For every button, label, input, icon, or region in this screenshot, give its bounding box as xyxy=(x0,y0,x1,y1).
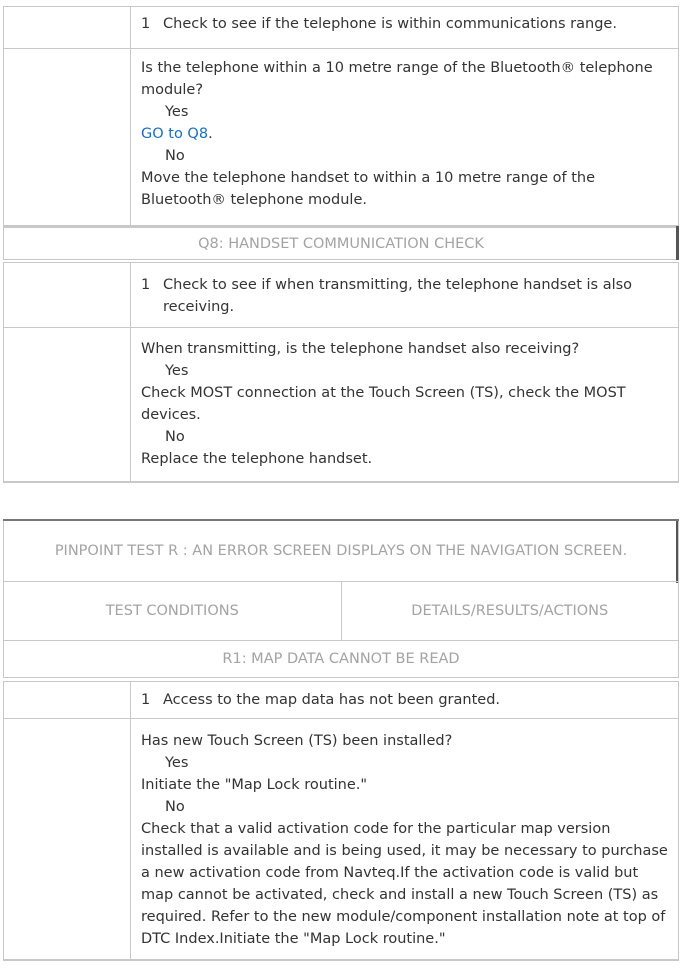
step-text: Check to see if the telephone is within communications range. xyxy=(163,16,617,32)
q7-table xyxy=(3,6,679,226)
test-r-title-text: PINPOINT TEST R : AN ERROR SCREEN DISPLAYS ON THE NAVIGATION SCREEN. xyxy=(54,543,628,559)
results-cell xyxy=(131,719,679,961)
question-text: Is the telephone within a 10 metre range of the Bluetooth® telephone module? xyxy=(141,60,653,98)
test-r-title xyxy=(4,520,679,582)
no-action: Check that a valid activation code for the particular map version installed is available and is being used, it may be necessary to purchase a new activation code from Navteq.If the activation code is valid but map cannot be activated, check and install a new Touch Screen (TS) as required. Refer to the new module/component installation note at top of DTC Index.Initiate the "Map Lock routine." xyxy=(141,821,668,947)
question-text: Has new Touch Screen (TS) been installed? xyxy=(141,733,453,749)
test-conditions-cell xyxy=(4,7,131,49)
r1-heading: R1: MAP DATA CANNOT BE READ xyxy=(4,641,679,678)
no-label: No xyxy=(165,429,185,445)
question-block xyxy=(141,328,668,478)
no-label: No xyxy=(165,148,185,164)
test-conditions-cell xyxy=(4,719,131,961)
results-cell xyxy=(131,328,679,483)
no-action: Replace the telephone handset. xyxy=(141,451,373,467)
step-cell xyxy=(131,682,679,719)
yes-action: Initiate the "Map Lock routine." xyxy=(141,777,368,793)
test-conditions-cell xyxy=(4,263,131,328)
yes-label: Yes xyxy=(165,755,189,771)
step-item xyxy=(141,7,668,41)
question-block xyxy=(141,49,668,219)
step-item xyxy=(141,263,668,324)
r1-table xyxy=(3,681,679,961)
step-number: 1 xyxy=(141,692,151,708)
step-cell xyxy=(131,263,679,328)
yes-label: Yes xyxy=(165,104,189,120)
results-cell xyxy=(131,49,679,226)
yes-action xyxy=(141,123,668,145)
pinpoint-test-r-table xyxy=(3,519,679,678)
step-cell xyxy=(131,7,679,49)
table-edge xyxy=(676,226,679,260)
q8-heading-table xyxy=(3,226,679,260)
q8-heading: Q8: HANDSET COMMUNICATION CHECK xyxy=(4,227,679,260)
step-text: Access to the map data has not been granted. xyxy=(163,692,501,708)
yes-label: Yes xyxy=(165,363,189,379)
question-text: When transmitting, is the telephone handset also receiving? xyxy=(141,341,580,357)
column-header-details: DETAILS/RESULTS/ACTIONS xyxy=(341,582,679,641)
step-number: 1 xyxy=(141,277,151,293)
question-block xyxy=(141,719,668,958)
test-conditions-cell xyxy=(4,682,131,719)
no-action: Move the telephone handset to within a 10 metre range of the Bluetooth® telephone module. xyxy=(141,170,596,208)
no-label: No xyxy=(165,799,185,815)
step-text: Check to see if when transmitting, the telephone handset is also receiving. xyxy=(163,277,633,315)
test-conditions-cell xyxy=(4,49,131,226)
step-item xyxy=(141,682,668,717)
q8-table xyxy=(3,262,679,483)
test-conditions-cell xyxy=(4,328,131,483)
yes-action: Check MOST connection at the Touch Screen (TS), check the MOST devices. xyxy=(141,385,626,423)
link-suffix: . xyxy=(208,126,213,142)
goto-q8-link[interactable]: GO to Q8 xyxy=(141,126,209,142)
column-header-test-conditions: TEST CONDITIONS xyxy=(4,582,342,641)
step-number: 1 xyxy=(141,16,151,32)
